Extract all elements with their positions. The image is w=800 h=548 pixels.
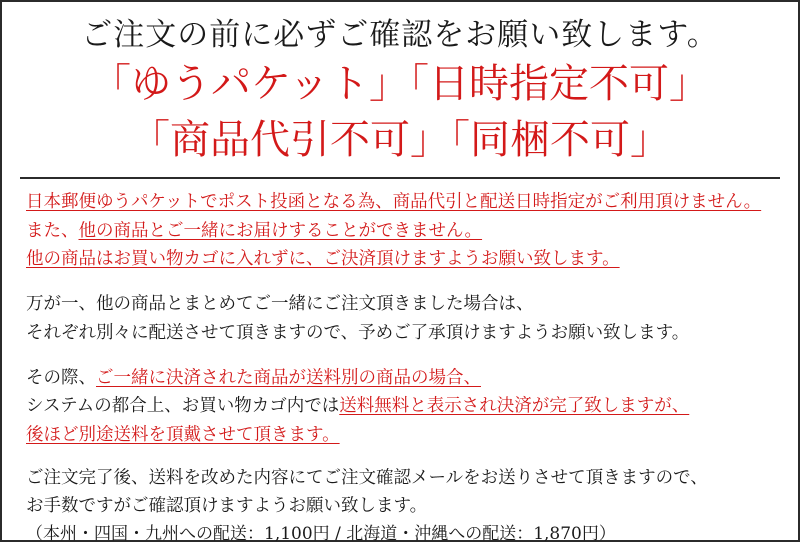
text-line bbox=[26, 217, 774, 245]
text-segment: 他の商品とご一緒にお届けすることができません。 bbox=[78, 220, 483, 241]
text-segment: それぞれ別々に配送させて頂きますので、予めご了承頂けますようお願い致します。 bbox=[26, 322, 690, 343]
text-line bbox=[26, 319, 774, 347]
text-segment: お手数ですがご確認頂けますようお願い致します。 bbox=[26, 496, 428, 517]
spacer bbox=[26, 347, 774, 364]
text-segment: 後ほど別途送料を頂戴させて頂きます。 bbox=[26, 424, 340, 445]
text-line bbox=[26, 421, 774, 449]
text-line bbox=[26, 290, 774, 318]
page-title: ご注文の前に必ずご確認をお願い致します。 bbox=[81, 17, 719, 53]
text-segment: システムの都合上、お買い物カゴ内では bbox=[26, 396, 340, 417]
highlight-line-1: 「ゆうパケット」「日時指定不可」 bbox=[91, 60, 709, 107]
paragraph-3 bbox=[26, 364, 774, 449]
text-segment: 他の商品はお買い物カゴに入れずに、ご決済頂けますようお願い致します。 bbox=[26, 249, 620, 270]
text-segment: （本州・四国・九州への配送：1,100円 / 北海道・沖縄への配送：1,870円） bbox=[26, 523, 616, 544]
text-line bbox=[26, 392, 774, 420]
paragraph-2 bbox=[26, 290, 774, 347]
text-line bbox=[26, 464, 774, 492]
text-segment: その際、 bbox=[26, 368, 96, 389]
text-segment: また、 bbox=[26, 220, 79, 241]
shipping-fee-line bbox=[26, 521, 774, 548]
text-segment: 日本郵便ゆうパケットでポスト投函となる為、商品代引と配送日時指定がご利用頂けません。 bbox=[26, 192, 762, 213]
text-segment: ご一緒に決済された商品が送料別の商品の場合、 bbox=[96, 368, 481, 389]
notice-body bbox=[20, 188, 780, 548]
text-segment: 送料無料と表示され決済が完了致しますが、 bbox=[339, 396, 690, 417]
divider bbox=[20, 177, 780, 179]
text-segment: 万が一、他の商品とまとめてご一緒にご注文頂きました場合は、 bbox=[26, 294, 534, 315]
highlight-line-2: 「商品代引不可」「同梱不可」 bbox=[130, 116, 670, 163]
text-line bbox=[26, 245, 774, 273]
paragraph-1 bbox=[26, 188, 774, 273]
text-line bbox=[26, 492, 774, 520]
text-line bbox=[26, 188, 774, 216]
text-line bbox=[26, 364, 774, 392]
text-segment: ご注文完了後、送料を改めた内容にてご注文確認メールをお送りさせて頂きますので、 bbox=[26, 468, 708, 489]
spacer bbox=[26, 449, 774, 464]
spacer bbox=[26, 273, 774, 290]
paragraph-4 bbox=[26, 464, 774, 548]
